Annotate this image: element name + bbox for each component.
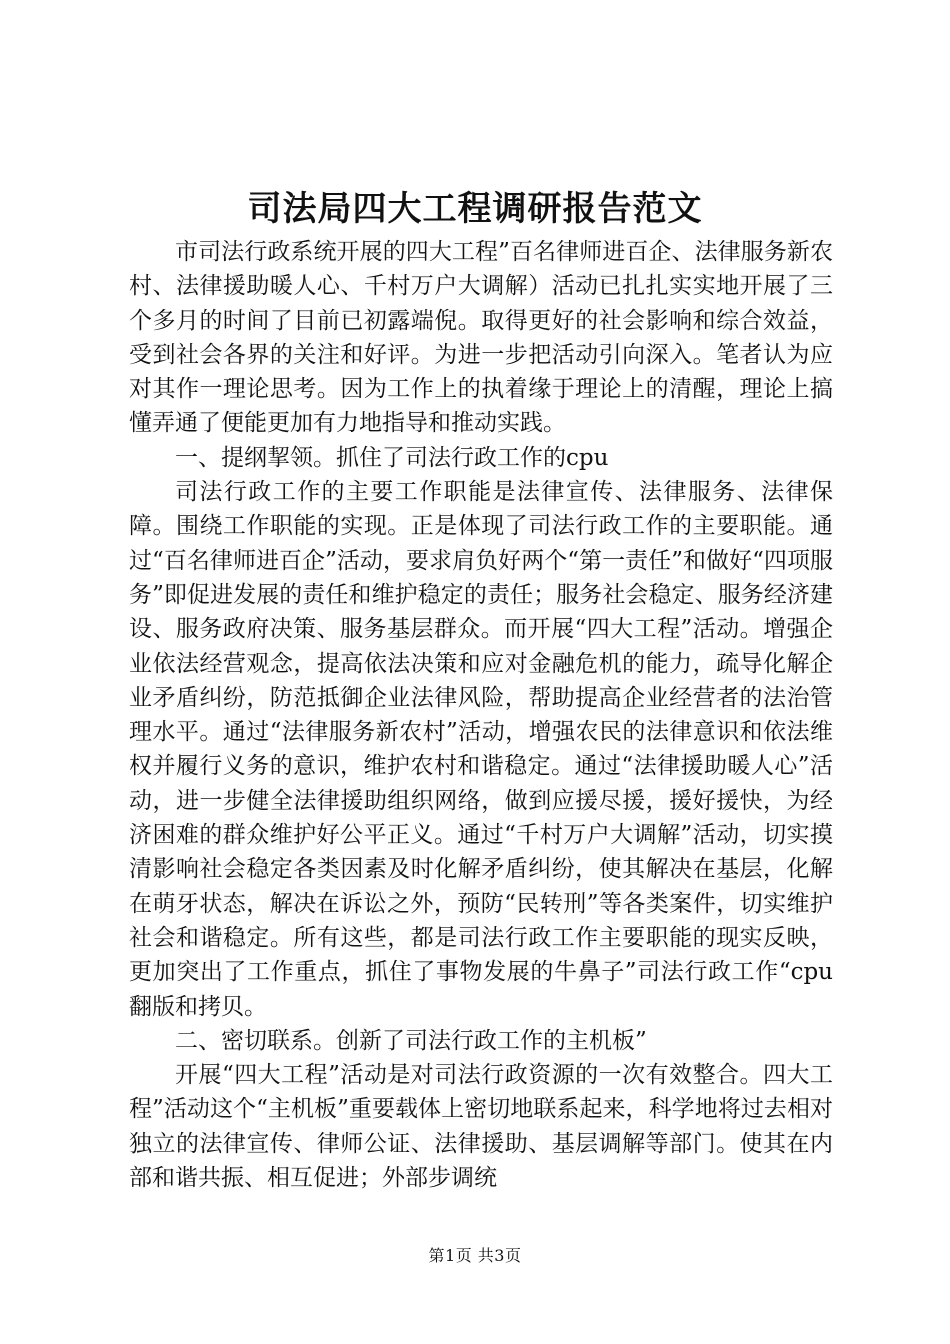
paragraph-section-1: 司法行政工作的主要工作职能是法律宣传、法律服务、法律保障。围绕工作职能的实现。正是体现了司法行政工作的主要职能。通过“百名律师进百企”活动，要求肩负好两个“第一责任”和做好“四项服务”即促进发展的责任和维护稳定的责任；服务社会稳定、服务经济建设、服务政府决策、服务基层群众。而开展“四大工程”活动。增强企业依法经营观念，提高依法决策和应对金融危机的能力，疏导化解企业矛盾纠纷，防范抵御企业法律风险，帮助提高企业经营者的法治管理水平。通过“法律服务新农村”活动，增强农民的法律意识和依法维权并履行义务的意识，维护农村和谐稳定。通过“法律援助暖人心”活动，进一步健全法律援助组织网络，做到应援尽援，援好援快，为经济困难的群众维护好公平正义。通过“千村万户大调解”活动，切实摸清影响社会稳定各类因素及时化解矛盾纠纷，使其解决在基层，化解在萌牙状态，解决在诉讼之外，预防“民转刑”等各类案件，切实维护社会和谐稳定。所有这些，都是司法行政工作主要职能的现实反映，更加突出了工作重点，抓住了事物发展的牛鼻子”司法行政工作“cpu翻版和拷贝。 xyxy=(129,479,833,1020)
section-heading-2: 二、密切联系。创新了司法行政工作的主机板” xyxy=(175,1027,647,1054)
section-heading-1: 一、提纲挈领。抓住了司法行政工作的cpu xyxy=(175,444,609,471)
paragraph-section-2: 开展“四大工程”活动是对司法行政资源的一次有效整合。四大工程”活动这个“主机板”重要载体上密切地联系起来，科学地将过去相对独立的法律宣传、律师公证、法律援助、基层调解等部门。使其在内部和谐共振、相互促进；外部步调统 xyxy=(129,1062,833,1192)
document-body xyxy=(129,235,833,1195)
paragraph-intro: 市司法行政系统开展的四大工程”百名律师进百企、法律服务新农村、法律援助暖人心、千村万户大调解）活动已扎扎实实地开展了三个多月的时间了目前已初露端倪。取得更好的社会影响和综合效益，受到社会各界的关注和好评。为进一步把活动引向深入。笔者认为应对其作一理论思考。因为工作上的执着缘于理论上的清醒，理论上搞懂弄通了便能更加有力地指导和推动实践。 xyxy=(129,239,833,437)
page-footer: 第1页 共3页 xyxy=(428,1246,522,1265)
document-title: 司法局四大工程调研报告范文 xyxy=(247,189,703,229)
